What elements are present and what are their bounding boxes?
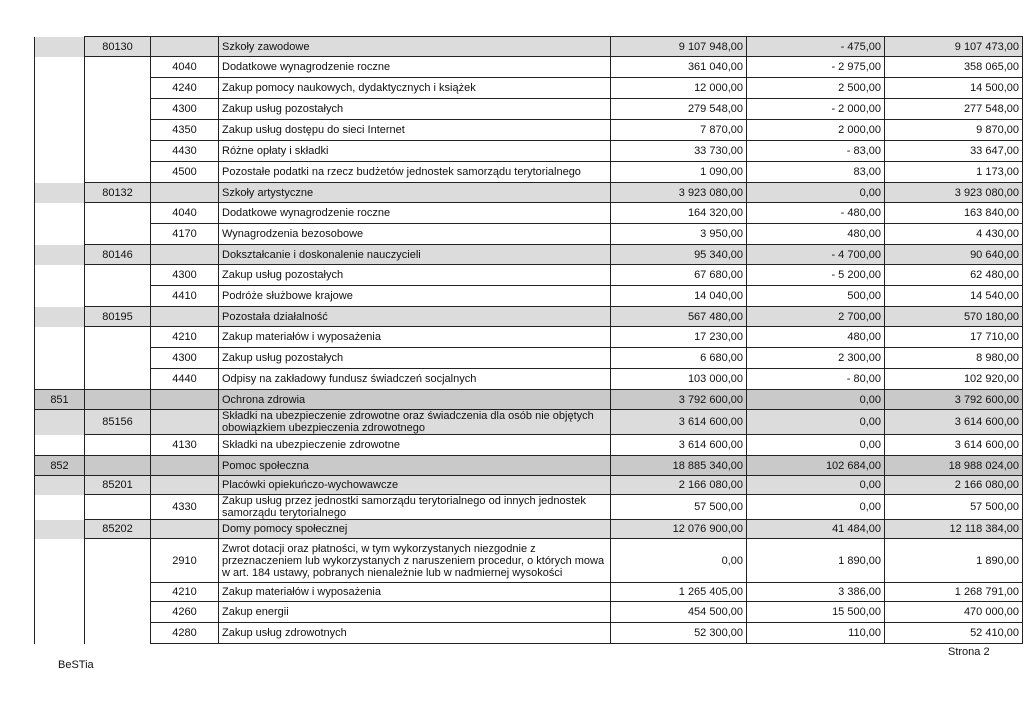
table-row (35, 78, 1023, 99)
item-description: Zakup usług zdrowotnych (219, 623, 611, 644)
paragraph-code: 4210 (151, 327, 219, 348)
division-code: 852 (35, 456, 85, 476)
change-amount: - 475,00 (747, 37, 885, 57)
change-amount: - 2 000,00 (747, 99, 885, 120)
plan-amount: 3 614 600,00 (611, 410, 747, 435)
table-row (35, 369, 1023, 390)
chapter-code (85, 78, 151, 99)
paragraph-code (151, 390, 219, 410)
paragraph-code: 4300 (151, 265, 219, 286)
table-row (35, 623, 1023, 644)
budget-table-body (35, 37, 1023, 644)
table-row (35, 37, 1023, 57)
amount-after-change: 3 923 080,00 (885, 183, 1023, 203)
chapter-code (85, 456, 151, 476)
amount-after-change: 18 988 024,00 (885, 456, 1023, 476)
division-code (35, 265, 85, 286)
item-description: Pomoc społeczna (219, 456, 611, 476)
footer-software-name: BeSTia (58, 659, 94, 671)
plan-amount: 1 265 405,00 (611, 583, 747, 602)
amount-after-change: 62 480,00 (885, 265, 1023, 286)
paragraph-code (151, 476, 219, 495)
amount-after-change: 358 065,00 (885, 57, 1023, 78)
item-description: Zakup materiałów i wyposażenia (219, 583, 611, 602)
plan-amount: 1 090,00 (611, 162, 747, 183)
chapter-code: 80146 (85, 245, 151, 265)
item-description: Zwrot dotacji oraz płatności, w tym wykorzystanych niezgodnie z przeznaczeniem lub wykorzystanych z naruszeniem procedur, o których mowa w art. 184 ustawy, pobranych nienależnie lub w nadmiernej wysokości (219, 539, 611, 583)
change-amount: - 2 975,00 (747, 57, 885, 78)
item-description: Zakup usług pozostałych (219, 265, 611, 286)
amount-after-change: 57 500,00 (885, 495, 1023, 520)
plan-amount: 33 730,00 (611, 141, 747, 162)
change-amount: 480,00 (747, 327, 885, 348)
plan-amount: 95 340,00 (611, 245, 747, 265)
amount-after-change: 9 107 473,00 (885, 37, 1023, 57)
change-amount: 15 500,00 (747, 602, 885, 623)
plan-amount: 3 614 600,00 (611, 435, 747, 456)
table-row (35, 495, 1023, 520)
chapter-code (85, 265, 151, 286)
amount-after-change: 570 180,00 (885, 307, 1023, 327)
division-code (35, 224, 85, 245)
table-row (35, 265, 1023, 286)
change-amount: 83,00 (747, 162, 885, 183)
amount-after-change: 3 614 600,00 (885, 435, 1023, 456)
paragraph-code: 4330 (151, 495, 219, 520)
chapter-code: 80195 (85, 307, 151, 327)
division-code (35, 348, 85, 369)
paragraph-code: 4040 (151, 203, 219, 224)
amount-after-change: 4 430,00 (885, 224, 1023, 245)
division-code (35, 99, 85, 120)
plan-amount: 6 680,00 (611, 348, 747, 369)
table-row (35, 539, 1023, 583)
footer-page-number: Strona 2 (948, 646, 990, 658)
division-code (35, 245, 85, 265)
change-amount: - 80,00 (747, 369, 885, 390)
item-description: Składki na ubezpieczenie zdrowotne (219, 435, 611, 456)
division-code (35, 162, 85, 183)
chapter-code (85, 224, 151, 245)
change-amount: 110,00 (747, 623, 885, 644)
paragraph-code: 4260 (151, 602, 219, 623)
item-description: Składki na ubezpieczenie zdrowotne oraz świadczenia dla osób nie objętych obowiązkiem ubezpieczenia zdrowotnego (219, 410, 611, 435)
chapter-code (85, 369, 151, 390)
item-description: Wynagrodzenia bezosobowe (219, 224, 611, 245)
table-row (35, 99, 1023, 120)
item-description: Pozostałe podatki na rzecz budżetów jednostek samorządu terytorialnego (219, 162, 611, 183)
table-row (35, 410, 1023, 435)
plan-amount: 57 500,00 (611, 495, 747, 520)
budget-table (34, 36, 1023, 644)
paragraph-code (151, 245, 219, 265)
change-amount: - 480,00 (747, 203, 885, 224)
item-description: Szkoły artystyczne (219, 183, 611, 203)
item-description: Podróże służbowe krajowe (219, 286, 611, 307)
change-amount: 2 300,00 (747, 348, 885, 369)
item-description: Dokształcanie i doskonalenie nauczycieli (219, 245, 611, 265)
plan-amount: 3 923 080,00 (611, 183, 747, 203)
division-code (35, 37, 85, 57)
amount-after-change: 8 980,00 (885, 348, 1023, 369)
division-code (35, 410, 85, 435)
chapter-code (85, 623, 151, 644)
paragraph-code: 2910 (151, 539, 219, 583)
plan-amount: 9 107 948,00 (611, 37, 747, 57)
amount-after-change: 1 173,00 (885, 162, 1023, 183)
amount-after-change: 102 920,00 (885, 369, 1023, 390)
table-row (35, 327, 1023, 348)
plan-amount: 18 885 340,00 (611, 456, 747, 476)
item-description: Zakup materiałów i wyposażenia (219, 327, 611, 348)
paragraph-code: 4350 (151, 120, 219, 141)
change-amount: 0,00 (747, 410, 885, 435)
change-amount: 480,00 (747, 224, 885, 245)
chapter-code (85, 539, 151, 583)
change-amount: 2 000,00 (747, 120, 885, 141)
chapter-code (85, 286, 151, 307)
item-description: Placówki opiekuńczo-wychowawcze (219, 476, 611, 495)
plan-amount: 0,00 (611, 539, 747, 583)
chapter-code (85, 120, 151, 141)
change-amount: - 5 200,00 (747, 265, 885, 286)
plan-amount: 52 300,00 (611, 623, 747, 644)
paragraph-code (151, 456, 219, 476)
table-row (35, 120, 1023, 141)
change-amount: 0,00 (747, 495, 885, 520)
division-code (35, 286, 85, 307)
chapter-code: 85156 (85, 410, 151, 435)
paragraph-code (151, 307, 219, 327)
item-description: Zakup usług przez jednostki samorządu terytorialnego od innych jednostek samorządu terytorialnego (219, 495, 611, 520)
chapter-code: 85202 (85, 520, 151, 539)
plan-amount: 12 076 900,00 (611, 520, 747, 539)
amount-after-change: 3 792 600,00 (885, 390, 1023, 410)
chapter-code (85, 141, 151, 162)
plan-amount: 567 480,00 (611, 307, 747, 327)
item-description: Zakup usług dostępu do sieci Internet (219, 120, 611, 141)
table-row (35, 141, 1023, 162)
table-row (35, 245, 1023, 265)
plan-amount: 454 500,00 (611, 602, 747, 623)
paragraph-code: 4130 (151, 435, 219, 456)
item-description: Odpisy na zakładowy fundusz świadczeń socjalnych (219, 369, 611, 390)
item-description: Pozostała działalność (219, 307, 611, 327)
amount-after-change: 12 118 384,00 (885, 520, 1023, 539)
table-row (35, 390, 1023, 410)
plan-amount: 3 950,00 (611, 224, 747, 245)
chapter-code (85, 57, 151, 78)
change-amount: - 83,00 (747, 141, 885, 162)
plan-amount: 103 000,00 (611, 369, 747, 390)
amount-after-change: 52 410,00 (885, 623, 1023, 644)
item-description: Zakup pomocy naukowych, dydaktycznych i książek (219, 78, 611, 99)
change-amount: 2 500,00 (747, 78, 885, 99)
amount-after-change: 14 500,00 (885, 78, 1023, 99)
paragraph-code: 4210 (151, 583, 219, 602)
chapter-code (85, 583, 151, 602)
division-code (35, 120, 85, 141)
division-code (35, 369, 85, 390)
division-code (35, 203, 85, 224)
division-code: 851 (35, 390, 85, 410)
chapter-code (85, 390, 151, 410)
change-amount: - 4 700,00 (747, 245, 885, 265)
amount-after-change: 470 000,00 (885, 602, 1023, 623)
change-amount: 41 484,00 (747, 520, 885, 539)
table-row (35, 602, 1023, 623)
plan-amount: 12 000,00 (611, 78, 747, 99)
amount-after-change: 3 614 600,00 (885, 410, 1023, 435)
division-code (35, 327, 85, 348)
plan-amount: 279 548,00 (611, 99, 747, 120)
paragraph-code (151, 183, 219, 203)
amount-after-change: 14 540,00 (885, 286, 1023, 307)
amount-after-change: 33 647,00 (885, 141, 1023, 162)
chapter-code (85, 203, 151, 224)
amount-after-change: 277 548,00 (885, 99, 1023, 120)
paragraph-code: 4500 (151, 162, 219, 183)
plan-amount: 3 792 600,00 (611, 390, 747, 410)
item-description: Zakup usług pozostałych (219, 99, 611, 120)
table-row (35, 476, 1023, 495)
plan-amount: 164 320,00 (611, 203, 747, 224)
division-code (35, 476, 85, 495)
division-code (35, 141, 85, 162)
paragraph-code: 4300 (151, 348, 219, 369)
plan-amount: 361 040,00 (611, 57, 747, 78)
amount-after-change: 17 710,00 (885, 327, 1023, 348)
amount-after-change: 9 870,00 (885, 120, 1023, 141)
amount-after-change: 1 268 791,00 (885, 583, 1023, 602)
chapter-code: 85201 (85, 476, 151, 495)
item-description: Domy pomocy społecznej (219, 520, 611, 539)
change-amount: 3 386,00 (747, 583, 885, 602)
paragraph-code (151, 520, 219, 539)
change-amount: 0,00 (747, 390, 885, 410)
division-code (35, 602, 85, 623)
change-amount: 102 684,00 (747, 456, 885, 476)
change-amount: 1 890,00 (747, 539, 885, 583)
table-row (35, 183, 1023, 203)
plan-amount: 2 166 080,00 (611, 476, 747, 495)
item-description: Szkoły zawodowe (219, 37, 611, 57)
paragraph-code: 4170 (151, 224, 219, 245)
paragraph-code: 4440 (151, 369, 219, 390)
paragraph-code (151, 410, 219, 435)
item-description: Dodatkowe wynagrodzenie roczne (219, 57, 611, 78)
chapter-code (85, 348, 151, 369)
table-row (35, 203, 1023, 224)
amount-after-change: 90 640,00 (885, 245, 1023, 265)
table-row (35, 456, 1023, 476)
table-row (35, 520, 1023, 539)
change-amount: 0,00 (747, 435, 885, 456)
item-description: Zakup usług pozostałych (219, 348, 611, 369)
division-code (35, 583, 85, 602)
table-row (35, 435, 1023, 456)
paragraph-code: 4430 (151, 141, 219, 162)
chapter-code: 80132 (85, 183, 151, 203)
division-code (35, 183, 85, 203)
table-row (35, 224, 1023, 245)
chapter-code: 80130 (85, 37, 151, 57)
item-description: Ochrona zdrowia (219, 390, 611, 410)
table-row (35, 583, 1023, 602)
division-code (35, 495, 85, 520)
chapter-code (85, 602, 151, 623)
item-description: Zakup energii (219, 602, 611, 623)
division-code (35, 78, 85, 99)
table-row (35, 307, 1023, 327)
plan-amount: 14 040,00 (611, 286, 747, 307)
division-code (35, 520, 85, 539)
amount-after-change: 1 890,00 (885, 539, 1023, 583)
plan-amount: 17 230,00 (611, 327, 747, 348)
paragraph-code: 4240 (151, 78, 219, 99)
item-description: Różne opłaty i składki (219, 141, 611, 162)
division-code (35, 539, 85, 583)
table-row (35, 286, 1023, 307)
change-amount: 0,00 (747, 183, 885, 203)
amount-after-change: 163 840,00 (885, 203, 1023, 224)
chapter-code (85, 435, 151, 456)
plan-amount: 7 870,00 (611, 120, 747, 141)
division-code (35, 307, 85, 327)
amount-after-change: 2 166 080,00 (885, 476, 1023, 495)
division-code (35, 57, 85, 78)
chapter-code (85, 162, 151, 183)
table-row (35, 162, 1023, 183)
chapter-code (85, 99, 151, 120)
plan-amount: 67 680,00 (611, 265, 747, 286)
paragraph-code: 4300 (151, 99, 219, 120)
change-amount: 500,00 (747, 286, 885, 307)
chapter-code (85, 495, 151, 520)
paragraph-code: 4040 (151, 57, 219, 78)
item-description: Dodatkowe wynagrodzenie roczne (219, 203, 611, 224)
paragraph-code: 4410 (151, 286, 219, 307)
division-code (35, 435, 85, 456)
table-row (35, 348, 1023, 369)
division-code (35, 623, 85, 644)
paragraph-code (151, 37, 219, 57)
change-amount: 2 700,00 (747, 307, 885, 327)
chapter-code (85, 327, 151, 348)
change-amount: 0,00 (747, 476, 885, 495)
table-row (35, 57, 1023, 78)
paragraph-code: 4280 (151, 623, 219, 644)
